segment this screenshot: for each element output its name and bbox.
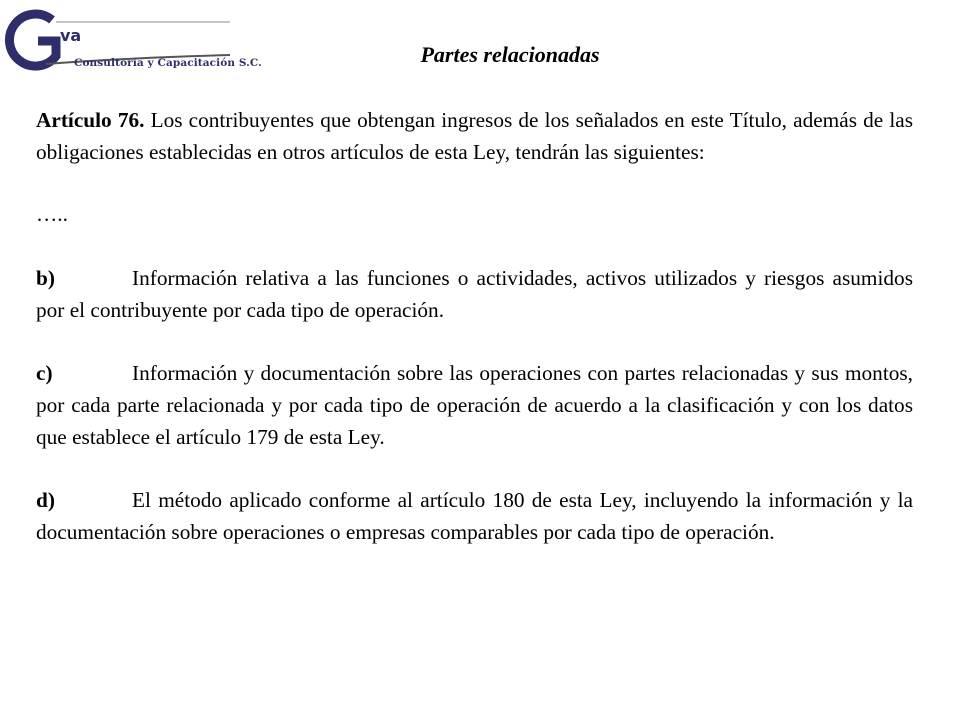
item-text: Información relativa a las funciones o actividades, activos utilizados y riesgos asumidos por el contribuyente por cada tipo de operación. [36,266,913,322]
article-label: Artículo 76. [36,108,145,132]
item-text: El método aplicado conforme al artículo 180 de esta Ley, incluyendo la información y la documentación sobre operaciones o empresas comparables por cada tipo de operación. [36,488,913,544]
item-marker: d) [36,488,55,512]
company-name: Consultoría y Capacitación S.C. [74,57,262,69]
ellipsis: ….. [36,202,68,226]
item-text: Información y documentación sobre las operaciones con partes relacionadas y sus montos, por cada parte relacionada y por cada tipo de operación de acuerdo a la clasificación y con los datos que establece el artículo 179 de esta Ley. [36,361,913,449]
item-marker: b) [36,266,55,290]
list-item [36,484,913,548]
item-marker: c) [36,361,53,385]
logo-letters: va [60,26,82,45]
list-item [36,357,913,453]
article-intro [36,104,913,168]
article-intro-text: Los contribuyentes que obtengan ingresos de los señalados en este Título, además de las obligaciones establecidas en otros artículos de esta Ley, tendrán las siguientes: [36,108,914,164]
list-item [36,262,913,326]
article-body [36,104,913,579]
page-title: Partes relacionadas [420,42,600,67]
